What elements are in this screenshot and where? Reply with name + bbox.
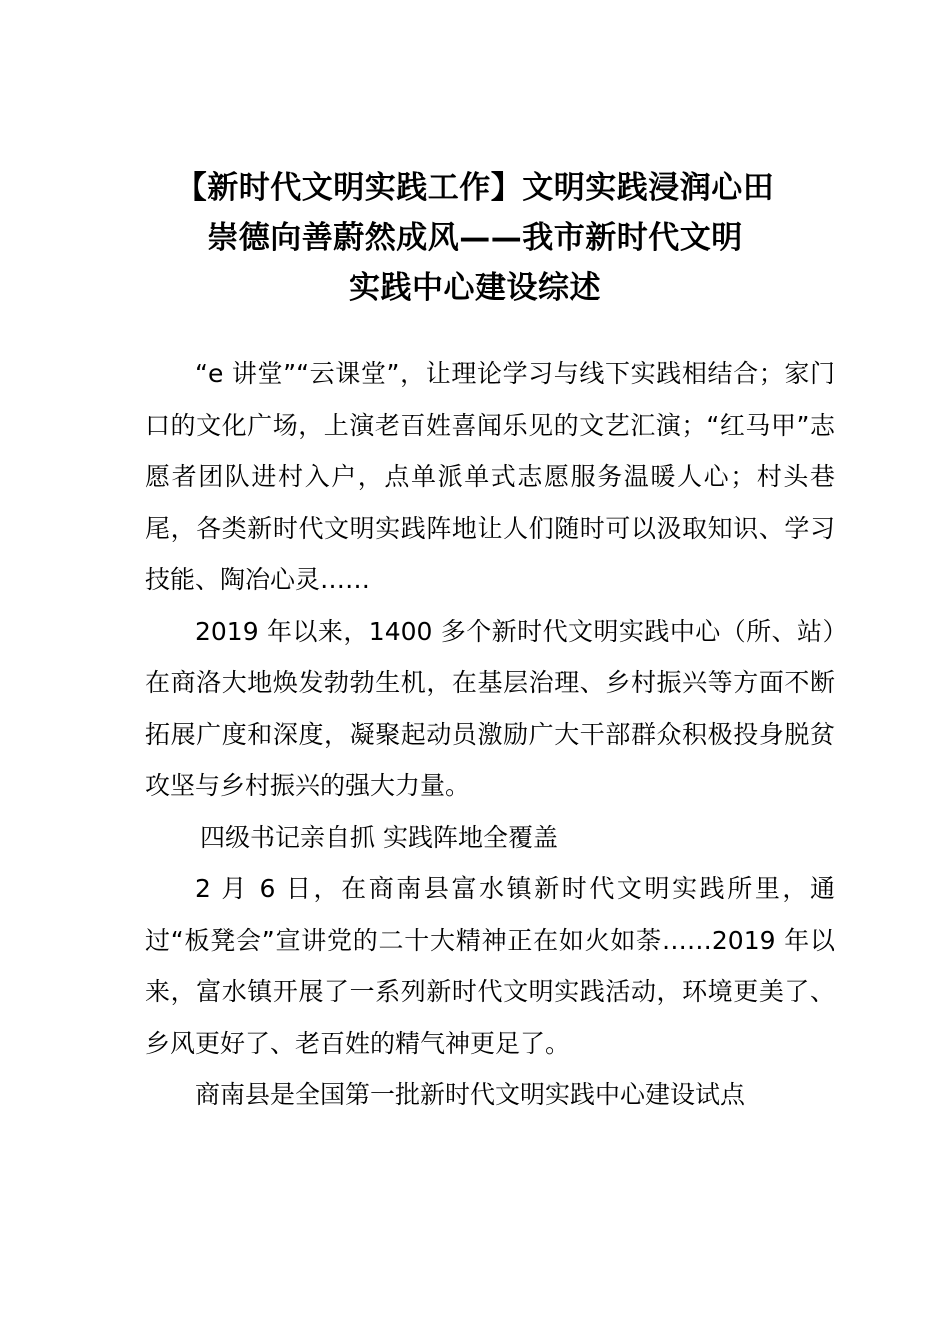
body-paragraph-2019: 2019 年以来，1400 多个新时代文明实践中心（所、站）在商洛大地焕发勃勃生机，在基层治理、乡村振兴等方面不断拓展广度和深度，凝聚起动员激励广大干部群众积极投身脱贫攻坚与乡村振兴的强大力量。 <box>145 616 835 800</box>
body-paragraph-shangnan: 商南县是全国第一批新时代文明实践中心建设试点 <box>195 1080 746 1109</box>
section-subheading: 四级书记亲自抓 实践阵地全覆盖 <box>200 822 558 852</box>
title-line-2: 崇德向善蔚然成风——我市新时代文明 <box>207 220 743 256</box>
title-line-3: 实践中心建设综述 <box>349 270 601 306</box>
document-title <box>120 163 830 313</box>
body-paragraph-fushui: 2 月 6 日，在商南县富水镇新时代文明实践所里，通过“板凳会”宣讲党的二十大精神正在如火如荼……2019 年以来，富水镇开展了一系列新时代文明实践活动，环境更美了、乡风更好了、老百姓的精气神更足了。 <box>145 874 835 1058</box>
body-paragraph-intro: “e 讲堂”“云课堂”，让理论学习与线下实践相结合；家门口的文化广场，上演老百姓喜闻乐见的文艺汇演；“红马甲”志愿者团队进村入户，点单派单式志愿服务温暖人心；村头巷尾，各类新时代文明实践阵地让人们随时可以汲取知识、学习技能、陶冶心灵…… <box>145 359 835 594</box>
title-line-1: 【新时代文明实践工作】文明实践浸润心田 <box>175 170 775 206</box>
document-body <box>145 348 835 1121</box>
